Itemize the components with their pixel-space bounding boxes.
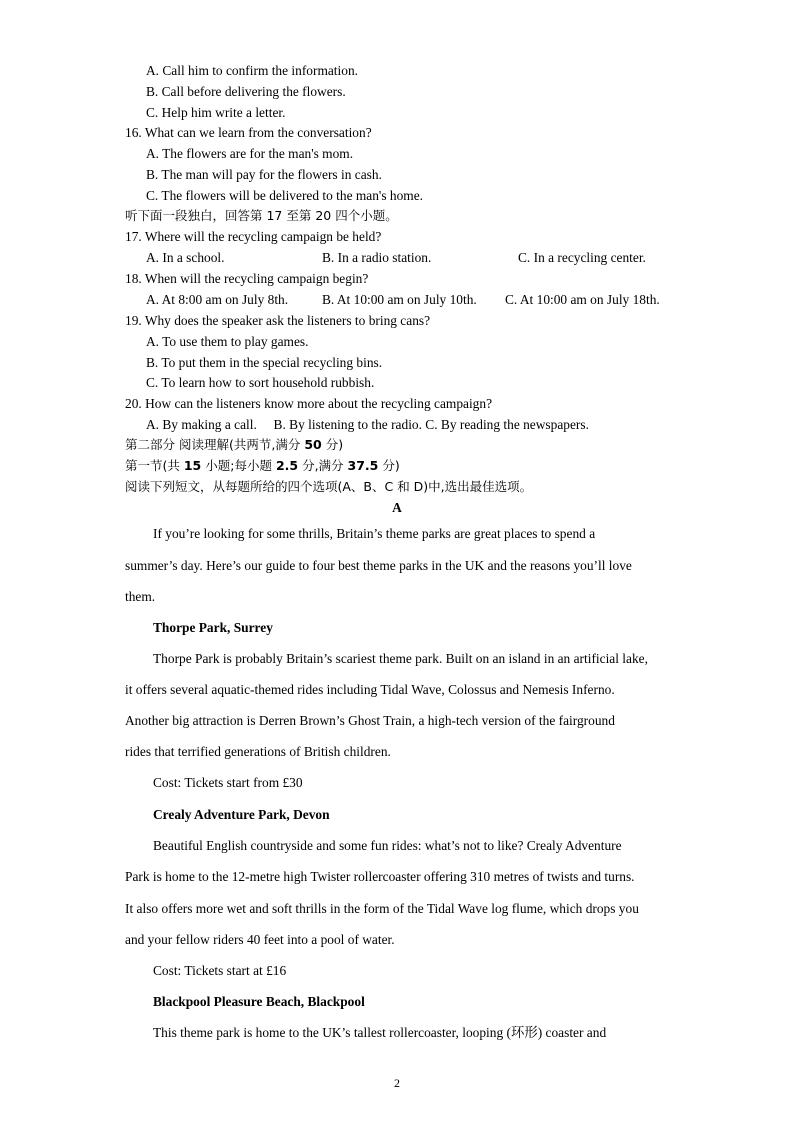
park2-line-4: and your fellow riders 40 feet into a pool of water. — [125, 932, 395, 947]
page-number: 2 — [394, 1076, 400, 1090]
park1-line-3: Another big attraction is Derren Brown’s Ghost Train, a high-tech version of the fairground — [125, 713, 615, 728]
q16-option-b: B. The man will pay for the flowers in cash. — [146, 167, 382, 182]
section-one-text-e: 分,满分 — [298, 458, 348, 473]
q20-stem: 20. How can the listeners know more about the recycling campaign? — [125, 396, 493, 411]
park3-line-1: This theme park is home to the UK’s tallest rollercoaster, looping (环形) coaster and — [153, 1025, 607, 1040]
q15-option-c: C. Help him write a letter. — [146, 105, 286, 120]
q18-stem: 18. When will the recycling campaign begin? — [125, 271, 369, 286]
q18-option-a: A. At 8:00 am on July 8th. — [146, 292, 289, 307]
part-two-title-text-a: 第二部分 阅读理解(共两节,满分 — [125, 437, 305, 452]
q16-option-c: C. The flowers will be delivered to the man's home. — [146, 188, 423, 203]
q15-option-a: A. Call him to confirm the information. — [146, 63, 358, 78]
q18-option-b: B. At 10:00 am on July 10th. — [322, 292, 477, 307]
q18-option-c: C. At 10:00 am on July 18th. — [505, 292, 660, 307]
section-one-title — [125, 457, 400, 475]
section-one-each: 2.5 — [275, 458, 299, 473]
park1-title: Thorpe Park, Surrey — [153, 620, 273, 635]
q19-stem: 19. Why does the speaker ask the listeners to bring cans? — [125, 313, 431, 328]
park1-line-4: rides that terrified generations of British children. — [125, 744, 391, 759]
q19-option-b: B. To put them in the special recycling bins. — [146, 355, 383, 370]
park2-line-3: It also offers more wet and soft thrills in the form of the Tidal Wave log flume, which drops you — [125, 901, 639, 916]
park2-line-1: Beautiful English countryside and some fun rides: what’s not to like? Crealy Adventure — [153, 838, 622, 853]
q16-stem: 16. What can we learn from the conversation? — [125, 125, 372, 140]
part-two-title — [125, 436, 343, 454]
section-one-count: 15 — [183, 458, 202, 473]
intro-line-1: If you’re looking for some thrills, Britain’s theme parks are great places to spend a — [153, 526, 596, 541]
q19-option-c: C. To learn how to sort household rubbish. — [146, 375, 375, 390]
reading-instruction: 阅读下列短文，从每题所给的四个选项(A、B、C 和 D)中,选出最佳选项。 — [125, 479, 533, 494]
park1-cost: Cost: Tickets start from £30 — [153, 775, 303, 790]
park3-title: Blackpool Pleasure Beach, Blackpool — [153, 994, 365, 1009]
passage-label: A — [392, 500, 402, 515]
q19-option-a: A. To use them to play games. — [146, 334, 309, 349]
section-one-total: 37.5 — [347, 458, 379, 473]
q17-stem: 17. Where will the recycling campaign be held? — [125, 229, 382, 244]
q17-option-b: B. In a radio station. — [322, 250, 432, 265]
part-two-title-text-c: 分) — [321, 437, 344, 452]
section-one-text-a: 第一节(共 — [125, 458, 184, 473]
park1-line-2: it offers several aquatic-themed rides including Tidal Wave, Colossus and Nemesis Inferno. — [125, 682, 615, 697]
park2-title: Crealy Adventure Park, Devon — [153, 807, 330, 822]
section-one-text-c: 小题;每小题 — [201, 458, 276, 473]
intro-line-2: summer’s day. Here’s our guide to four best theme parks in the UK and the reasons you’ll love — [125, 558, 632, 573]
q20-options: A. By making a call. B. By listening to the radio. C. By reading the newspapers. — [146, 417, 589, 432]
q16-option-a: A. The flowers are for the man's mom. — [146, 146, 354, 161]
listening-instruction: 听下面一段独白，回答第 17 至第 20 四个小题。 — [125, 208, 398, 223]
part-two-total-score: 50 — [304, 437, 322, 452]
q17-option-c: C. In a recycling center. — [518, 250, 646, 265]
intro-line-3: them. — [125, 589, 156, 604]
q17-option-a: A. In a school. — [146, 250, 225, 265]
park2-cost: Cost: Tickets start at £16 — [153, 963, 287, 978]
park1-line-1: Thorpe Park is probably Britain’s scariest theme park. Built on an island in an artificial lake, — [153, 651, 648, 666]
park2-line-2: Park is home to the 12-metre high Twister rollercoaster offering 310 metres of twists and turns. — [125, 869, 635, 884]
q15-option-b: B. Call before delivering the flowers. — [146, 84, 346, 99]
section-one-text-g: 分) — [378, 458, 400, 473]
